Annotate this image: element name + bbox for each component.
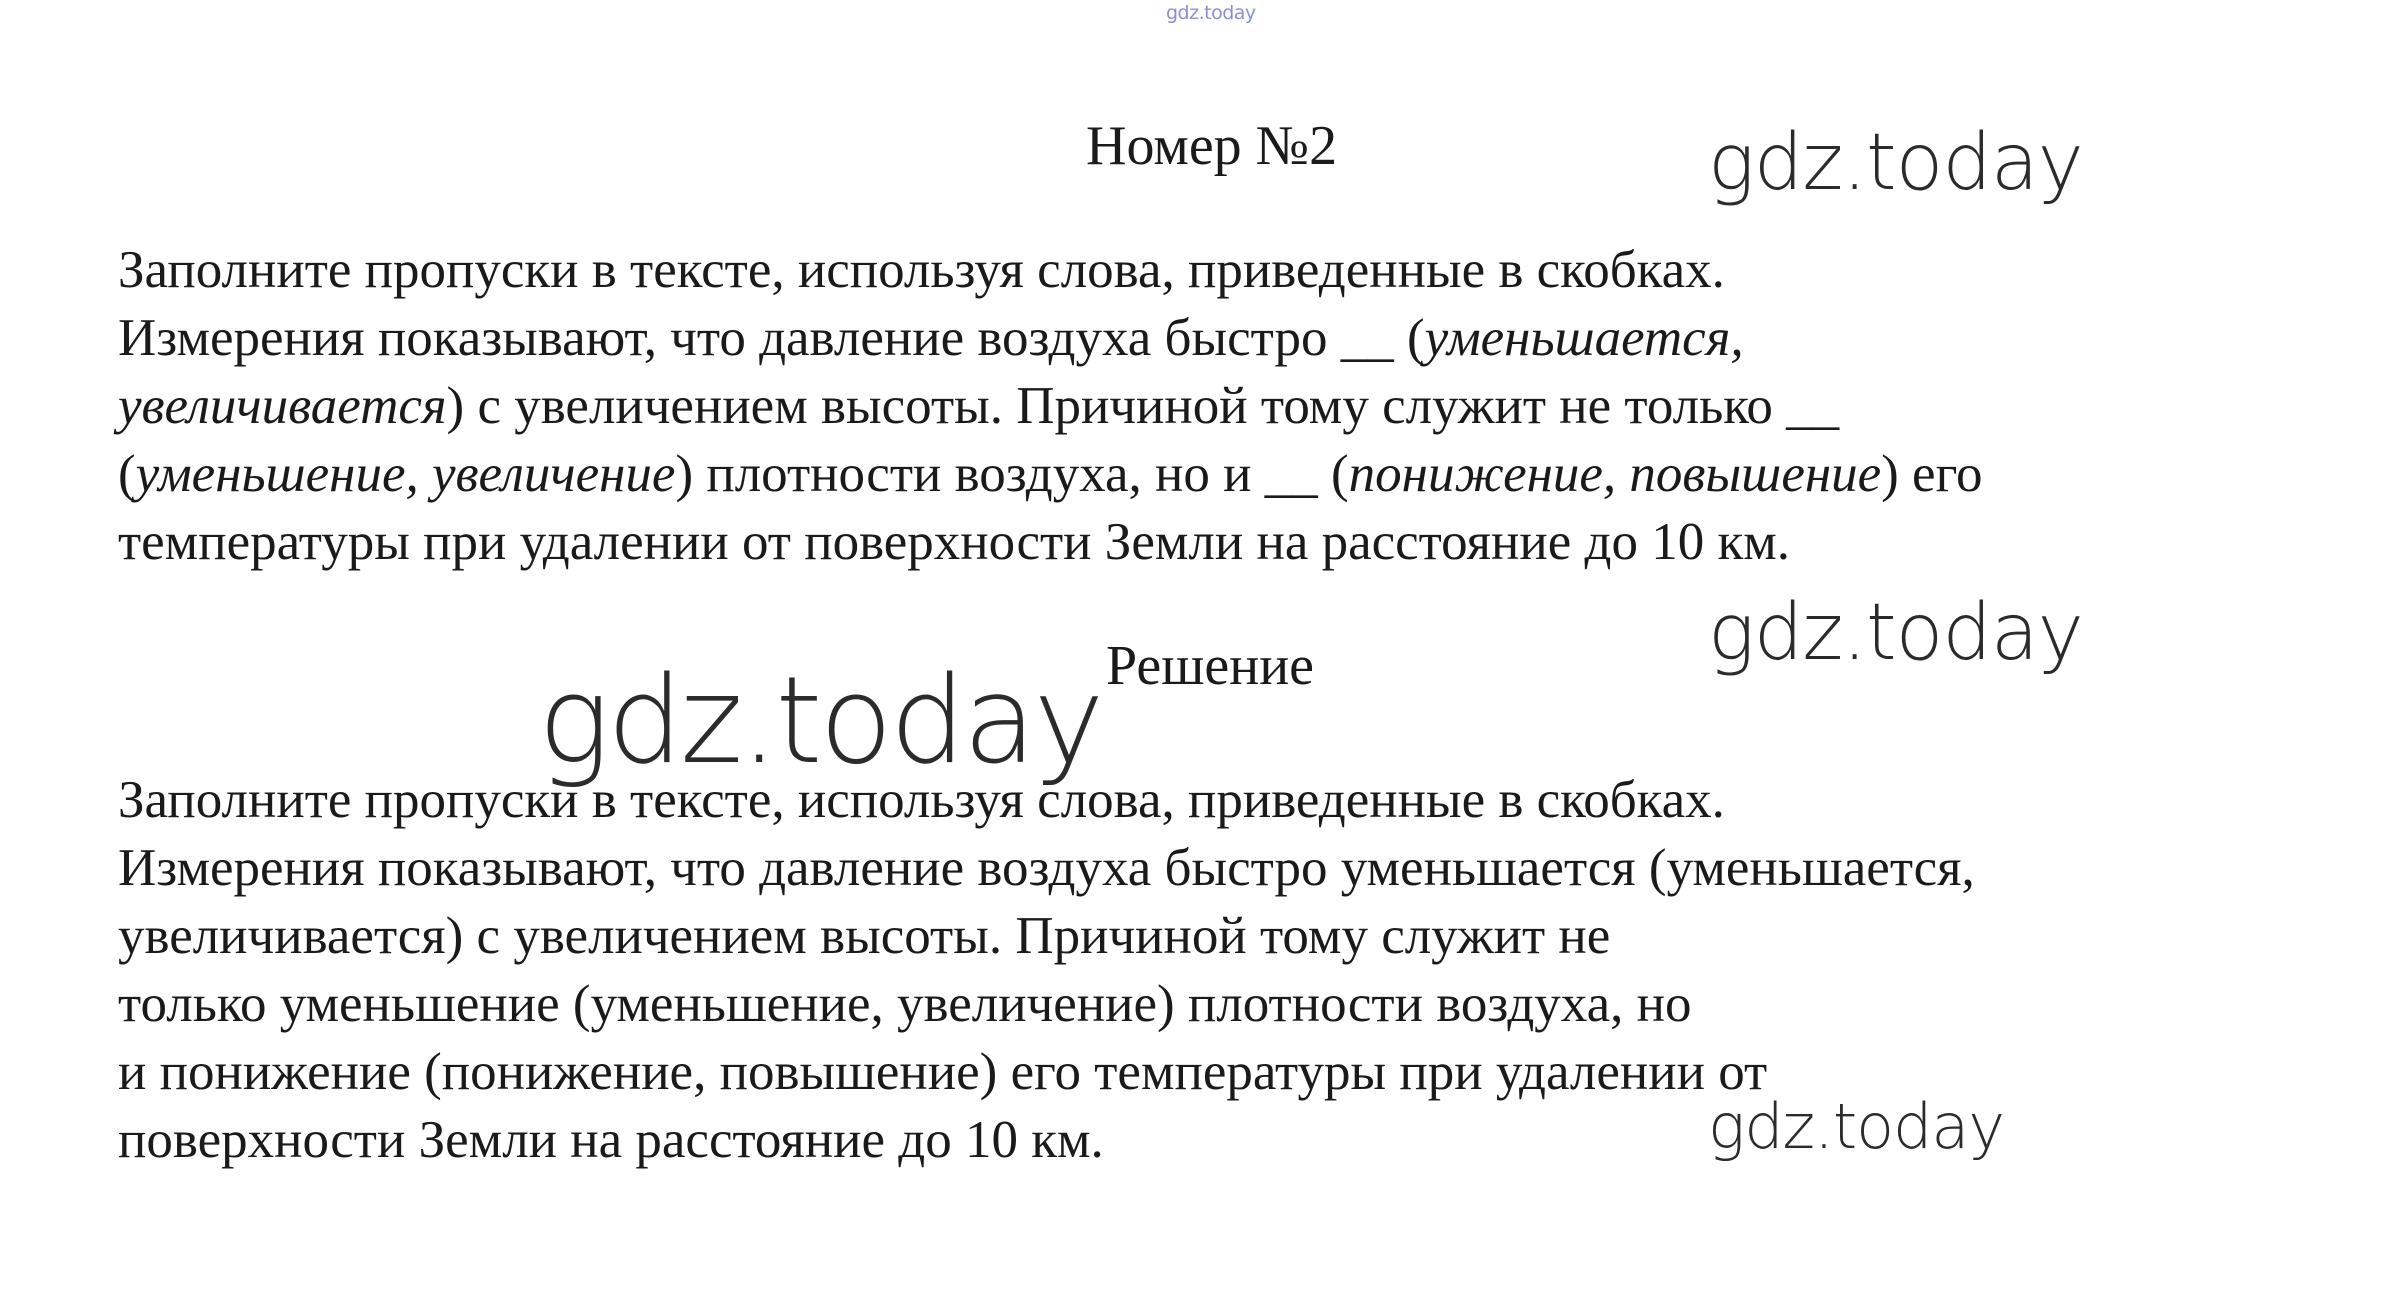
task-text-segment: Измерения показывают, что давление воздуха быстро __ ( [118,309,1425,367]
task-line: Заполните пропуски в тексте, используя слова, приведенные в скобках. [118,241,1725,299]
task-option-italic: уменьшается, [1424,309,1744,367]
task-text-segment: ) плотности воздуха, но и __ ( [675,445,1349,503]
watermark: gdz.today [1708,588,2083,678]
task-text-segment: ) его [1881,445,1983,503]
task-text [118,236,2358,576]
answer-line: Заполните пропуски в тексте, используя слова, приведенные в скобках. [118,771,1725,829]
watermark: gdz.today [538,652,1102,791]
task-option-italic: уменьшение, увеличение [135,445,676,503]
answer-line: Измерения показывают, что давление воздуха быстро уменьшается (уменьшается, [118,839,1975,897]
task-line [118,372,2358,440]
task-line [118,304,2358,372]
task-text-segment: ) с увеличением высоты. Причиной тому служит не только __ [446,377,1840,435]
answer-line: поверхности Земли на расстояние до 10 км. [118,1111,1104,1169]
task-option-italic: увеличивается [118,377,447,435]
answer-line: увеличивается) с увеличением высоты. Причиной тому служит не [118,907,1611,965]
exercise-title: Номер №2 [1086,115,1338,177]
task-line [118,440,2358,508]
watermark: gdz.today [1708,118,2083,208]
task-text-segment: ( [118,445,136,503]
task-line: температуры при удалении от поверхности Земли на расстояние до 10 км. [118,513,1791,571]
watermark-small: gdz.today [1166,2,1256,24]
answer-text [118,766,2358,1174]
solution-title: Решение [1106,635,1315,697]
answer-line: только уменьшение (уменьшение, увеличение) плотности воздуха, но [118,975,1692,1033]
watermark: gdz.today [1708,1090,2005,1163]
answer-line: и понижение (понижение, повышение) его температуры при удалении от [118,1043,1768,1101]
task-option-italic: понижение, повышение [1348,445,1882,503]
